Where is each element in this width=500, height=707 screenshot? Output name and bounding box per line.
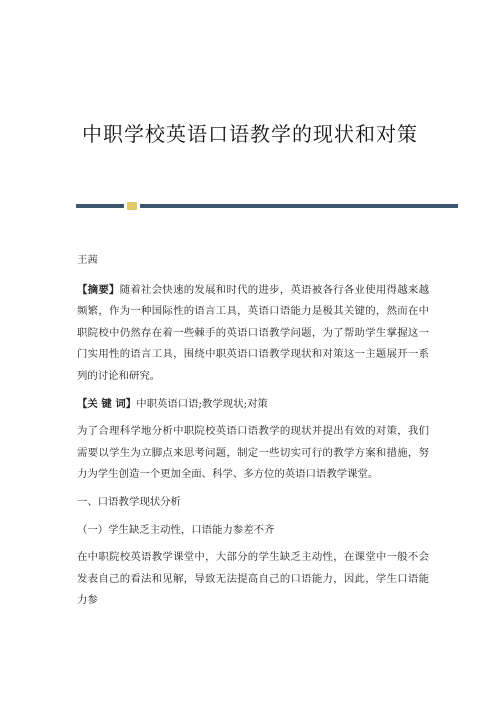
document-title: 中职学校英语口语教学的现状和对策 [82, 122, 418, 146]
abstract-label: 【摘要】 [77, 283, 120, 296]
keywords-label: 【关 键 词】 [77, 397, 137, 410]
author-name: 王茜 [77, 254, 98, 266]
divider-right-bar [140, 204, 458, 208]
divider-left-bar [76, 204, 124, 208]
intro-paragraph: 为了合理科学地分析中职院校英语口语教学的现状并提出有效的对策，我们需要以学生为立脚点来思考问题，制定一些切实可行的教学方案和措施，努力为学生创造一个更加全面、科学、多方位的英语口语教学课堂。 [77, 425, 429, 481]
abstract-text: 随着社会快速的发展和时代的进步，英语被各行各业使用得越来越频繁，作为一种国际性的语言工具，英语口语能力是极其关键的，然而在中职院校中仍然存在着一些棘手的英语口语教学问题，为了帮助学生掌握这一门实用性的语言工具，围绕中职英语口语教学现状和对策这一主题展开一系列的讨论和研究。 [77, 283, 429, 382]
keywords-paragraph [77, 394, 429, 416]
body-paragraph: 在中职院校英语教学课堂中，大部分的学生缺乏主动性，在课堂中一般不会发表自己的看法和见解，导致无法提高自己的口语能力，因此，学生口语能力参 [77, 551, 429, 607]
abstract-paragraph [77, 280, 429, 388]
title-divider [76, 204, 458, 209]
keywords-text: 中职英语口语;教学现状;对策 [136, 397, 268, 410]
subsection-heading: （一）学生缺乏主动性，口语能力参差不齐 [77, 523, 275, 536]
section-heading: 一、口语教学现状分析 [77, 495, 181, 508]
document-body [77, 250, 429, 618]
divider-badge-icon [127, 202, 137, 210]
